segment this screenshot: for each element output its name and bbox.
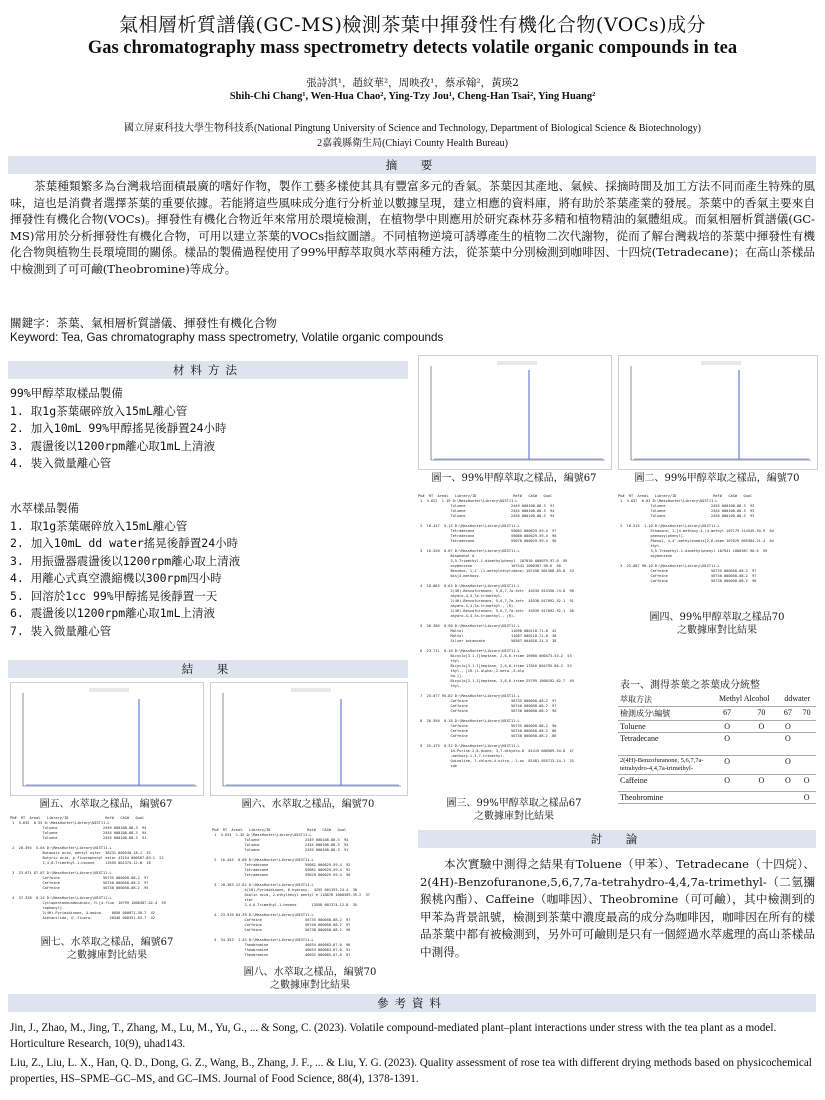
authors-english: Shih-Chi Chang¹, Wen-Hua Chao², Ying-Tzy Jou¹, Cheng-Han Tsai², Ying Huang² xyxy=(229,91,596,102)
table1-compound: Theobromine xyxy=(618,792,710,804)
caption-fig7 xyxy=(10,936,204,962)
table1-cell xyxy=(744,756,778,775)
library-table-fig4: Pk# RT Area% Library/ID Ref# CAS# Qual 1 3.637 0.81 D:\MassHunter\Library\NIST11.L Toluene 2455 000108-88-3 93 Toluene 2454 000108-88-3 93 Toluene 2456 000108-88-3 93 2 16.515 1.10 D:\MassHunter\Library\NIST11.L Ethanone, 1-[4-methoxy-3-(4-methyl 107179 114545-94-9 64 phenoxy)phenyl]- Phenol, 4,4'-methylenebis[2,6-dime 107629 005384-21-4 64 thyl- 3,5-Trimethyl-1-dimethylphenyl 107541 1000387-90-6 59 oxybenzene 3 25.087 98.10 D:\MassHunter\Library\NIST11.L Caffeine 56735 000058-08-2 97 Caffeine 56740 000058-08-2 97 Caffeine 56738 000058-08-2 96 xyxy=(618,494,774,583)
poster-title-english: Gas chromatography mass spectrometry detects volatile organic compounds in tea xyxy=(87,38,738,58)
caption-fig3-line1: 圖三、99%甲醇萃取之樣品67 xyxy=(446,798,582,809)
section-header-abstract: 摘 要 xyxy=(8,156,816,174)
methanol-step: 4. 裝入微量離心管 xyxy=(10,456,112,470)
table1-header-row xyxy=(618,693,816,707)
caption-fig3-line2: 之數據庫對比結果 xyxy=(474,811,554,822)
caption-fig4-line1: 圖四、99%甲醇萃取之樣品70 xyxy=(649,612,785,623)
affiliation-1: 國立屏東科技大學生物科技系(National Pingtung University of Science and Technology, Department of Biological Science & Biotechnology) xyxy=(124,123,701,134)
caption-fig8-line2: 之數據庫對比結果 xyxy=(270,980,350,991)
library-table-fig3: Pk# RT Area% Library/ID Ref# CAS# Qual 1 3.622 1.19 D:\MassHunter\Library\NIST11.L Toluene 2449 000108-88-3 91 Toluene 2454 000108-88-3 94 Toluene 2456 000108-88-3 94 2 16.447 9.15 D:\MassHunter\Library\NIST11.L Tetradecane 59082 000629-59-4 97 Tetradecane 59080 000629-59-4 96 Tetradecane 59078 000629-59-4 96 3 16.520 0.67 D:\MassHunter\Library\NIST11.L Bisphenol A 3,5-Trimethyl-1-dimethylphenyl 107030 000079-97-0 59 oxybenzene 107541 1000387-90-6 58 Benzene, 1,1'-(1-methylethylidene) 107458 001568-83-8 53 bis[4-methoxy- 4 18.883 0.63 D:\MassHunter\Library\NIST11.L 2(4H)-Benzofuranone, 5,6,7,7a-tetr 45535 015356-74-8 90 ahydro-4,4,7a-trimethyl- 2(4H)-Benzofuranone, 5,6,7,7a-tetr 45538 017092-92-1 91 ahydro-4,4,7a-trimethyl-, (R)- 2(4H)-Benzofuranone, 5,6,7,7a-tetr 45539 017092-92-1 50 ahydro-4,4,7a-trimethyl-, (R)- 5 20.386 0.96 D:\MassHunter\Library\NIST11.L Maltol 11090 000118-71-8 42 Maltol 11087 000118-71-8 38 Silver butanoate 56567 004828-21-4 38 6 23.711 0.18 D:\MassHunter\Library\NIST11.L Bicyclo[3.1.1]heptane, 2,6,6-trime 16960 000473-55-2 53 thyl- Bicyclo[3.1.1]heptane, 2,6,6-trime 17016 004795-86-2 53 thyl-, [1R-(1.alpha.,2.beta.,5.alp ha.)]- Bicyclo[3.1.1]heptane, 2,6,6-trime 25799 1000192-62-7 49 thyl- 7 25.077 95.82 D:\MassHunter\Library\NIST11.L Caffeine 56735 000058-08-2 97 Caffeine 56740 000058-08-2 97 Caffeine 56738 000058-08-2 96 8 26.550 0.18 D:\MassHunter\Library\NIST11.L Caffeine 56735 000058-08-2 90 Caffeine 56740 000058-08-2 86 Caffeine 56738 000058-08-2 86 9 25.479 0.32 D:\MassHunter\Library\NIST11.L 1H-Purine-2,6-dione, 3,7-dihydro-8 81419 000569-34-8 47 -methoxy-1,3,7-trimethyl- Quinoline, 7-chloro-4-nitro-, 1-ox 81481 055713-14-1 25 ide xyxy=(418,494,574,768)
table-row xyxy=(618,775,816,792)
references-list xyxy=(10,1020,815,1090)
table1-sub: 70 xyxy=(797,707,816,721)
table1-sub: 67 xyxy=(710,707,744,721)
section-header-discussion: 討 論 xyxy=(418,830,816,848)
table1-cell: O xyxy=(744,775,778,792)
water-step: 2. 加入10mL dd water搖晃後靜置24小時 xyxy=(10,536,239,550)
section-header-results: 結 果 xyxy=(8,660,408,678)
chromatogram-fig2 xyxy=(618,355,818,470)
table-row xyxy=(618,792,816,804)
chromatogram-fig5 xyxy=(10,682,204,796)
table1-cell: O xyxy=(710,775,744,792)
table1-title: 表一、測得茶葉之茶葉成分統整 xyxy=(620,680,760,691)
table1-cell: O xyxy=(710,721,744,733)
methanol-title: 99%甲醇萃取樣品製備 xyxy=(10,386,123,400)
water-step: 1. 取1g茶葉碾碎放入15mL離心管 xyxy=(10,518,188,533)
discussion-text: 本次實驗中測得之結果有Toluene（甲苯）、Tetradecane（十四烷）、2(4H)-Benzofuranone,5,6,7,7a-tetrahydro-4,4,7a-trimethyl-（二氫獼猴桃內酯）、Caffeine（咖啡因）、Theobromine（可可鹼），其中檢測到的甲苯為背景訊號，檢測到茶葉中濃度最高的成分為咖啡因，咖啡因在所有的樣品茶葉中都有被檢測到，另外可可鹼則是只有一個經過水萃處理的高山茶樣品中測得。 xyxy=(420,857,815,959)
caption-fig5: 圖五、水萃取之樣品，編號67 xyxy=(39,799,173,810)
table1-sub: 67 xyxy=(779,707,798,721)
water-step: 6. 震盪後以1200rpm離心取1mL上清液 xyxy=(10,606,216,620)
chromatogram-fig1-plot xyxy=(419,356,611,469)
methods-water xyxy=(10,500,405,640)
methanol-step: 3. 震盪後以1200rpm離心取1mL上清液 xyxy=(10,438,216,453)
table1-cell: O xyxy=(797,775,816,792)
reference-item: Jin, J., Zhao, M., Jing, T., Zhang, M., Lu, M., Yu, G., ... & Song, C. (2023). Volatile compound-mediated plant–plant interactions under stress with the tea plant as a model. Horticulture Research, 10(9), uhad143. xyxy=(10,1022,777,1050)
table1-cell xyxy=(779,792,798,804)
methanol-step: 1. 取1g茶葉碾碎放入15mL離心管 xyxy=(10,403,188,418)
chromatogram-fig1 xyxy=(418,355,612,470)
library-table-fig7: Pk# RT Area% Library/ID Ref# CAS# Qual 1 3.635 0.55 D:\MassHunter\Library\NIST11.L Toluene 2449 000108-88-3 94 Toluene 2454 000108-88-3 94 Toluene 2455 000108-88-3 91 2 20.394 5.04 D:\MassHunter\Library\NIST11.L Butanoic acid, pentyl ester 38231 000540-18-1 35 Butyric acid, p-fluorophenyl ester 43154 000567-89-1 22 2,4,6-Trimethyl-1-hexene 13555 001374-12-8 18 3 23.071 87.07 D:\MassHunter\Library\NIST11.L Caffeine 56735 000058-08-2 97 Caffeine 56740 000058-08-2 97 Caffeine 56738 000058-08-2 95 4 37.328 0.14 D:\MassHunter\Library\NIST11.L Cyclopentaneundecanoic, H-[4-fluo 16799 1000387-02-4 59 rophenyl]- 2(4H)-Pyrimidinone, 4-amino- 6056 000071-30-7 42 Acetanilide, 4'-fluoro- 20346 000351-83-7 42 xyxy=(10,816,166,920)
table1-cell: O xyxy=(779,775,798,792)
table1-sub-row xyxy=(618,707,816,721)
abstract-text: 茶葉種類繁多為台灣栽培面積最廣的嗜好作物，製作工藝多樣使其具有豐富多元的香氣。茶葉因其產地、氣候、採摘時間及加工方法不同而產生特殊的風味，這也是消費者選擇茶葉的重要依據。若能將這些風味成分進行分析並以數據呈現，建立相應的資料庫，將有助於茶葉產業的發展。茶葉中的香氣主要來自揮發性有機化合物(VOCs)。揮發性有機化合物近年來常用於環境檢測，在植物學中則應用於研究森林芬多精和植物精油的氣體組成。而氣相層析質譜儀(GC-MS)常用於分析揮發性有機化合物，可用以建立茶葉的VOCs指紋圖譜。不同植物逆境可誘導產生的植物二次代謝物，從而了解台灣栽培的茶葉中揮發性有機化合物與植物生長環境間的關係。樣品的製備過程使用了99%甲醇萃取與水萃兩種方法，從茶葉中分別檢測到咖啡因、十四烷(Tetradecane)；在高山茶樣品中檢測到了可可鹼(Theobromine)等成分。 xyxy=(10,179,815,276)
chromatogram-fig2-plot xyxy=(619,356,817,469)
table1-group-water: ddwater xyxy=(779,693,816,707)
water-step: 7. 裝入微量離心管 xyxy=(10,623,112,638)
table1-sub: 70 xyxy=(744,707,778,721)
chromatogram-fig6 xyxy=(210,682,408,796)
caption-fig2: 圖二、99%甲醇萃取之樣品，編號70 xyxy=(634,473,800,484)
table-row xyxy=(618,756,816,775)
affiliation-2: 2嘉義縣衛生局(Chiayi County Health Bureau) xyxy=(317,138,508,149)
methods-methanol xyxy=(10,385,405,473)
caption-fig8-line1: 圖八、水萃取之樣品，編號70 xyxy=(243,967,377,978)
caption-fig7-line2: 之數據庫對比結果 xyxy=(67,950,147,961)
table1-cell xyxy=(744,733,778,756)
authors-chinese: 張詩淇¹，趙紋華²，周映孜¹，蔡承翰²，黃瑛2 xyxy=(306,77,519,89)
table1-cell: O xyxy=(710,756,744,775)
water-title: 水萃樣品製備 xyxy=(10,501,79,515)
table1-cell: O xyxy=(779,721,798,733)
table1-cell: O xyxy=(797,792,816,804)
table1-col-method: 萃取方法 xyxy=(618,693,710,707)
table-row xyxy=(618,721,816,733)
table1-compound: 2(4H)-Benzofuranone, 5,6,7,7a-tetrahydro-4,4,7a-trimethyl- xyxy=(618,756,710,775)
keywords-english: Keyword: Tea, Gas chromatography mass spectrometry, Volatile organic compounds xyxy=(10,331,444,344)
table1-cell: O xyxy=(779,733,798,756)
table1-cell xyxy=(710,792,744,804)
table1-cell: O xyxy=(744,721,778,733)
table1-cell xyxy=(797,733,816,756)
section-header-references: 參考資料 xyxy=(8,994,816,1012)
caption-fig7-line1: 圖七、水萃取之樣品，編號67 xyxy=(40,937,174,948)
poster-title-chinese: 氣相層析質譜儀(GC-MS)檢測茶葉中揮發性有機化合物(VOCs)成分 xyxy=(118,14,706,36)
table1-cell xyxy=(744,792,778,804)
table1-cell: O xyxy=(779,756,798,775)
table1-grid xyxy=(618,693,816,804)
library-table-fig8: Pk# RT Area% Library/ID Ref# CAS# Qual 1 3.633 1.35 D:\MassHunter\Library\NIST11.L Toluene 2449 000108-88-3 94 Toluene 2454 000108-88-3 94 Toluene 2455 000108-88-3 91 2 16.445 0.66 D:\MassHunter\Library\NIST11.L Tetradecane 59082 000629-59-4 92 Tetradecane 59081 000629-59-4 92 Tetradecane 59029 000629-59-4 90 3 20.383 12.82 D:\MassHunter\Library\NIST11.L 4(1H)-Pyrimidinone, 6-hydroxy- 4255 001193-24-4 38 Oxalic acid, 2-ethylhexyl pentyl e 118878 1000309-39-2 37 ster 2,4,6-Trimethyl-1-hexene 13558 001374-12-8 35 4 23.916 84.39 D:\MassHunter\Library\NIST11.L Caffeine 56735 000058-08-2 97 Caffeine 56740 000058-08-2 97 Caffeine 56738 000058-08-2 96 5 34.353 1.45 D:\MassHunter\Library\NIST11.L Theobromine 46034 000083-67-0 96 Theobromine 46033 000083-67-0 91 Theobromine 46032 000083-67-0 87 xyxy=(212,828,370,957)
methanol-step: 2. 加入10mL 99%甲醇搖晃後靜置24小時 xyxy=(10,421,227,435)
table1-cell xyxy=(797,721,816,733)
table1-cell: O xyxy=(710,733,744,756)
table1-compound: Tetradecane xyxy=(618,733,710,756)
reference-item: Liu, Z., Liu, L. X., Han, Q. D., Dong, G. Z., Wang, B., Zhang, J. F., ... & Liu, Y. G. (2023). Quality assessment of rose tea with different drying methods based on physicochemical properties, HS–SPME–GC–MS, and GC–IMS. Journal of Food Science, 88(4), 1378-1391. xyxy=(10,1057,812,1085)
table1-compound: Caffeine xyxy=(618,775,710,792)
chromatogram-fig6-plot xyxy=(211,683,407,795)
water-step: 5. 回溶於1cc 99%甲醇搖晃後靜置一天 xyxy=(10,588,218,603)
caption-fig4 xyxy=(618,611,816,637)
keywords-chinese: 關鍵字：茶葉、氣相層析質譜儀、揮發性有機化合物 xyxy=(10,316,277,330)
caption-fig8 xyxy=(212,966,408,992)
table1-col-id: 檢測成分\編號 xyxy=(618,707,710,721)
chromatogram-fig5-plot xyxy=(11,683,203,795)
caption-fig4-line2: 之數據庫對比結果 xyxy=(677,625,757,636)
water-step: 4. 用離心式真空濃縮機以300rpm四小時 xyxy=(10,571,222,585)
caption-fig3 xyxy=(418,797,610,823)
table-row xyxy=(618,733,816,756)
table1-compound: Toluene xyxy=(618,721,710,733)
table1-group-methanol: Methyl Alcohol xyxy=(710,693,779,707)
caption-fig1: 圖一、99%甲醇萃取之樣品，編號67 xyxy=(431,473,597,484)
water-step: 3. 用振盪器震盪後以1200rpm離心取上清液 xyxy=(10,553,241,568)
table1 xyxy=(618,693,816,804)
section-header-methods: 材料方法 xyxy=(8,361,408,379)
caption-fig6: 圖六、水萃取之樣品，編號70 xyxy=(241,799,375,810)
table1-cell xyxy=(797,756,816,775)
